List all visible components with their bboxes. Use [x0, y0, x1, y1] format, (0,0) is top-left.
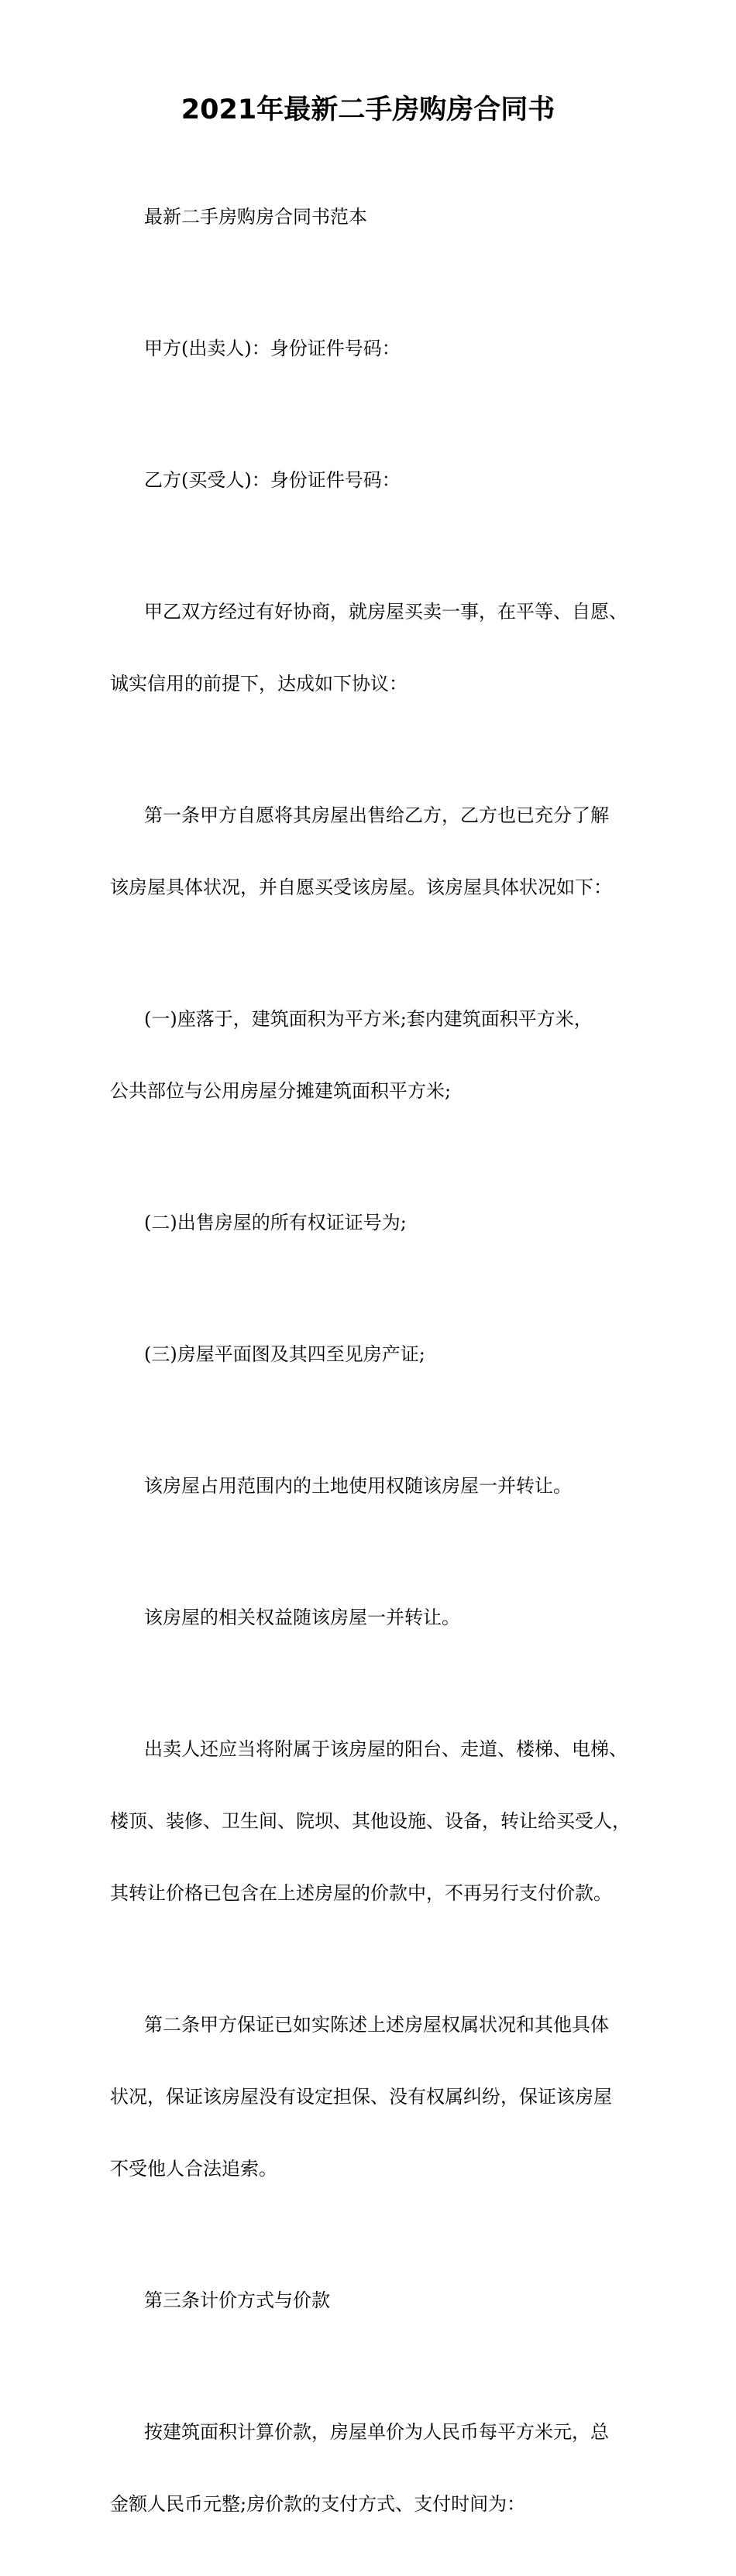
paragraph-article-1 — [110, 756, 645, 948]
paragraph-party-a — [110, 289, 645, 409]
paragraph-line: 出卖人还应当将附属于该房屋的阳台、走道、楼梯、电梯、 — [144, 1738, 628, 1760]
paragraph-line: 该房屋占用范围内的土地使用权随该房屋一并转让。 — [144, 1475, 572, 1497]
paragraph-line: 不受他人合法追索。 — [110, 2158, 277, 2180]
paragraph-line: 第一条甲方自愿将其房屋出售给乙方，乙方也已充分了解 — [144, 804, 609, 826]
paragraph-line: (三)房屋平面图及其四至见房产证; — [144, 1343, 425, 1365]
paragraph-line: 甲方(出卖人)：身份证件号码： — [144, 338, 401, 359]
paragraph-line: 状况，保证该房屋没有设定担保、没有权属纠纷，保证该房屋 — [110, 2086, 612, 2108]
paragraph-line: 按建筑面积计算价款，房屋单价为人民币每平方米元，总 — [144, 2421, 609, 2443]
paragraph-article-2 — [110, 1965, 645, 2229]
document-title: 2021年最新二手房购房合同书 — [181, 94, 555, 125]
paragraph-agreement-intro — [110, 552, 645, 744]
paragraph-line: 最新二手房购房合同书范本 — [144, 206, 367, 228]
paragraph-line: 楼顶、装修、卫生间、院坝、其他设施、设备，转让给买受人， — [110, 1810, 631, 1832]
paragraph-article-3-heading — [110, 2241, 645, 2361]
paragraph-template-name — [110, 157, 645, 277]
paragraph-related-rights — [110, 1558, 645, 1678]
paragraph-line: 其转让价格已包含在上述房屋的价款中，不再另行支付价款。 — [110, 1882, 612, 1904]
paragraph-item-2 — [110, 1163, 645, 1283]
paragraph-line: 公共部位与公用房屋分摊建筑面积平方米; — [110, 1080, 452, 1102]
document-body — [110, 157, 645, 2576]
paragraph-line: 甲乙双方经过有好协商，就房屋买卖一事，在平等、自愿、 — [144, 601, 628, 623]
paragraph-party-b — [110, 420, 645, 540]
paragraph-line: 该房屋具体状况，并自愿买受该房屋。该房屋具体状况如下： — [110, 876, 612, 898]
paragraph-line: (一)座落于，建筑面积为平方米;套内建筑面积平方米， — [144, 1008, 593, 1030]
paragraph-line: 乙方(买受人)：身份证件号码： — [144, 469, 401, 491]
paragraph-attachments — [110, 1689, 645, 1953]
paragraph-line: 第二条甲方保证已如实陈述上述房屋权属状况和其他具体 — [144, 2014, 609, 2036]
paragraph-line: 该房屋的相关权益随该房屋一并转让。 — [144, 1607, 460, 1628]
paragraph-line: 金额人民币元整;房价款的支付方式、支付时间为： — [110, 2493, 526, 2515]
paragraph-pricing — [110, 2372, 645, 2564]
paragraph-item-3 — [110, 1295, 645, 1415]
paragraph-line: 诚实信用的前提下，达成如下协议： — [110, 673, 408, 695]
paragraph-item-1 — [110, 959, 645, 1151]
paragraph-line: (二)出售房屋的所有权证证号为; — [144, 1212, 407, 1233]
paragraph-line: 第三条计价方式与价款 — [144, 2290, 330, 2311]
paragraph-land-use — [110, 1426, 645, 1546]
